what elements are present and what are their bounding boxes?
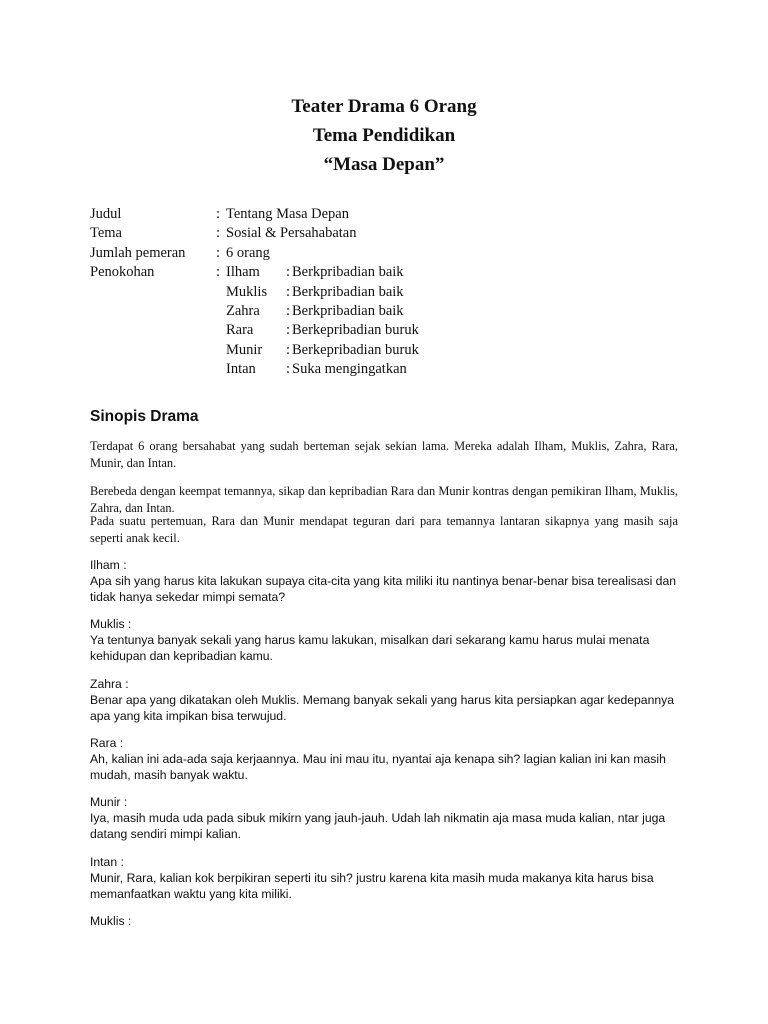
dialogue-text: Iya, masih muda uda pada sibuk mikirn yang jauh-jauh. Udah lah nikmatin aja masa muda kalian, ntar juga datang sendiri mimpi kalian. (90, 811, 666, 842)
cast-name: Zahra (226, 302, 260, 319)
cast-description: Suka mengingatkan (292, 361, 407, 378)
cast-description: Berkepribadian buruk (292, 322, 419, 339)
dialogue-zahra (90, 676, 690, 725)
info-label: Tema (90, 225, 122, 242)
dialogue-text: Ya tentunya banyak sekali yang harus kamu lakukan, misalkan dari sekarang kamu harus mulai menata kehidupan dan kepribadian kamu. (90, 633, 650, 664)
dialogue-muklis (90, 616, 690, 665)
title-block (0, 92, 768, 179)
cast-name: Intan (226, 361, 256, 378)
info-colon: : (216, 206, 221, 222)
dialogue-ilham (90, 557, 690, 606)
synopsis-heading: Sinopis Drama (90, 408, 199, 425)
cast-colon: : (286, 302, 291, 319)
info-value: Sosial & Persahabatan (226, 225, 357, 242)
cast-description: Berkpribadian baik (292, 264, 404, 281)
info-value: 6 orang (226, 244, 270, 261)
cast-description: Berkpribadian baik (292, 283, 404, 300)
cast-colon: : (286, 341, 291, 358)
dialogue-text: Benar apa yang dikatakan oleh Muklis. Memang banyak sekali yang harus kita persiapkan agar kedepannya apa yang kita impikan bisa terwujud. (90, 693, 675, 724)
dialogue-rara (90, 735, 690, 784)
info-label: Judul (90, 206, 122, 222)
dialogue-speaker: Zahra : (90, 677, 129, 691)
dialogue-speaker: Intan : (90, 855, 124, 869)
dialogue-muklis-2 (90, 913, 690, 929)
dialogue-text: Ah, kalian ini ada-ada saja kerjaannya. Mau ini mau itu, nyantai aja kenapa sih? lagian kalian ini kan masih mudah, masih banyak waktu. (90, 752, 666, 783)
cast-name: Ilham (226, 264, 260, 281)
dialogue-speaker: Rara : (90, 736, 124, 750)
cast-name: Muklis (226, 283, 268, 300)
cast-description: Berkepribadian buruk (292, 341, 419, 358)
info-label: Jumlah pemeran (90, 244, 186, 261)
dialogue-speaker: Muklis : (90, 914, 132, 928)
dialogue-text: Munir, Rara, kalian kok berpikiran seperti itu sih? justru karena kita masih muda makanya kita harus bisa memanfaatkan waktu yang kita miliki. (90, 871, 654, 902)
info-colon: : (216, 244, 221, 261)
cast-colon: : (286, 264, 291, 281)
dialogue-speaker: Munir : (90, 795, 128, 809)
dialogue-intan (90, 854, 690, 903)
synopsis-text: Terdapat 6 orang bersahabat yang sudah berteman sejak sekian lama. Mereka adalah Ilham, Muklis, Zahra, Rara, Munir, dan Intan. (90, 439, 678, 470)
synopsis-paragraph (90, 513, 678, 546)
info-value: Tentang Masa Depan (226, 206, 349, 222)
synopsis-text: Berebeda dengan keempat temannya, sikap dan kepribadian Rara dan Munir kontras dengan pemikiran Ilham, Muklis, Zahra, dan Intan. (90, 484, 678, 515)
synopsis-paragraph (90, 483, 678, 516)
info-colon: : (216, 225, 221, 242)
title-play-name: “Masa Depan” (323, 154, 445, 175)
synopsis-text: Pada suatu pertemuan, Rara dan Munir mendapat teguran dari para temannya lantaran sikapnya yang masih saja seperti anak kecil. (90, 514, 678, 545)
dialogue-speaker: Muklis : (90, 617, 132, 631)
synopsis-paragraph (90, 438, 678, 471)
cast-colon: : (286, 283, 291, 300)
cast-name: Munir (226, 341, 263, 358)
info-colon: : (216, 264, 221, 281)
dialogue-speaker: Ilham : (90, 558, 127, 572)
title-theme: Tema Pendidikan (312, 125, 456, 146)
cast-name: Rara (226, 322, 254, 339)
cast-description: Berkpribadian baik (292, 302, 404, 319)
dialogue-munir (90, 794, 690, 843)
cast-colon: : (286, 322, 291, 339)
cast-colon: : (286, 361, 291, 378)
dialogue-text: Apa sih yang harus kita lakukan supaya cita-cita yang kita miliki itu nantinya benar-benar bisa terealisasi dan tidak hanya sekedar mimpi semata? (90, 574, 676, 605)
info-label: Penokohan (90, 264, 155, 281)
title-main: Teater Drama 6 Orang (291, 96, 477, 117)
